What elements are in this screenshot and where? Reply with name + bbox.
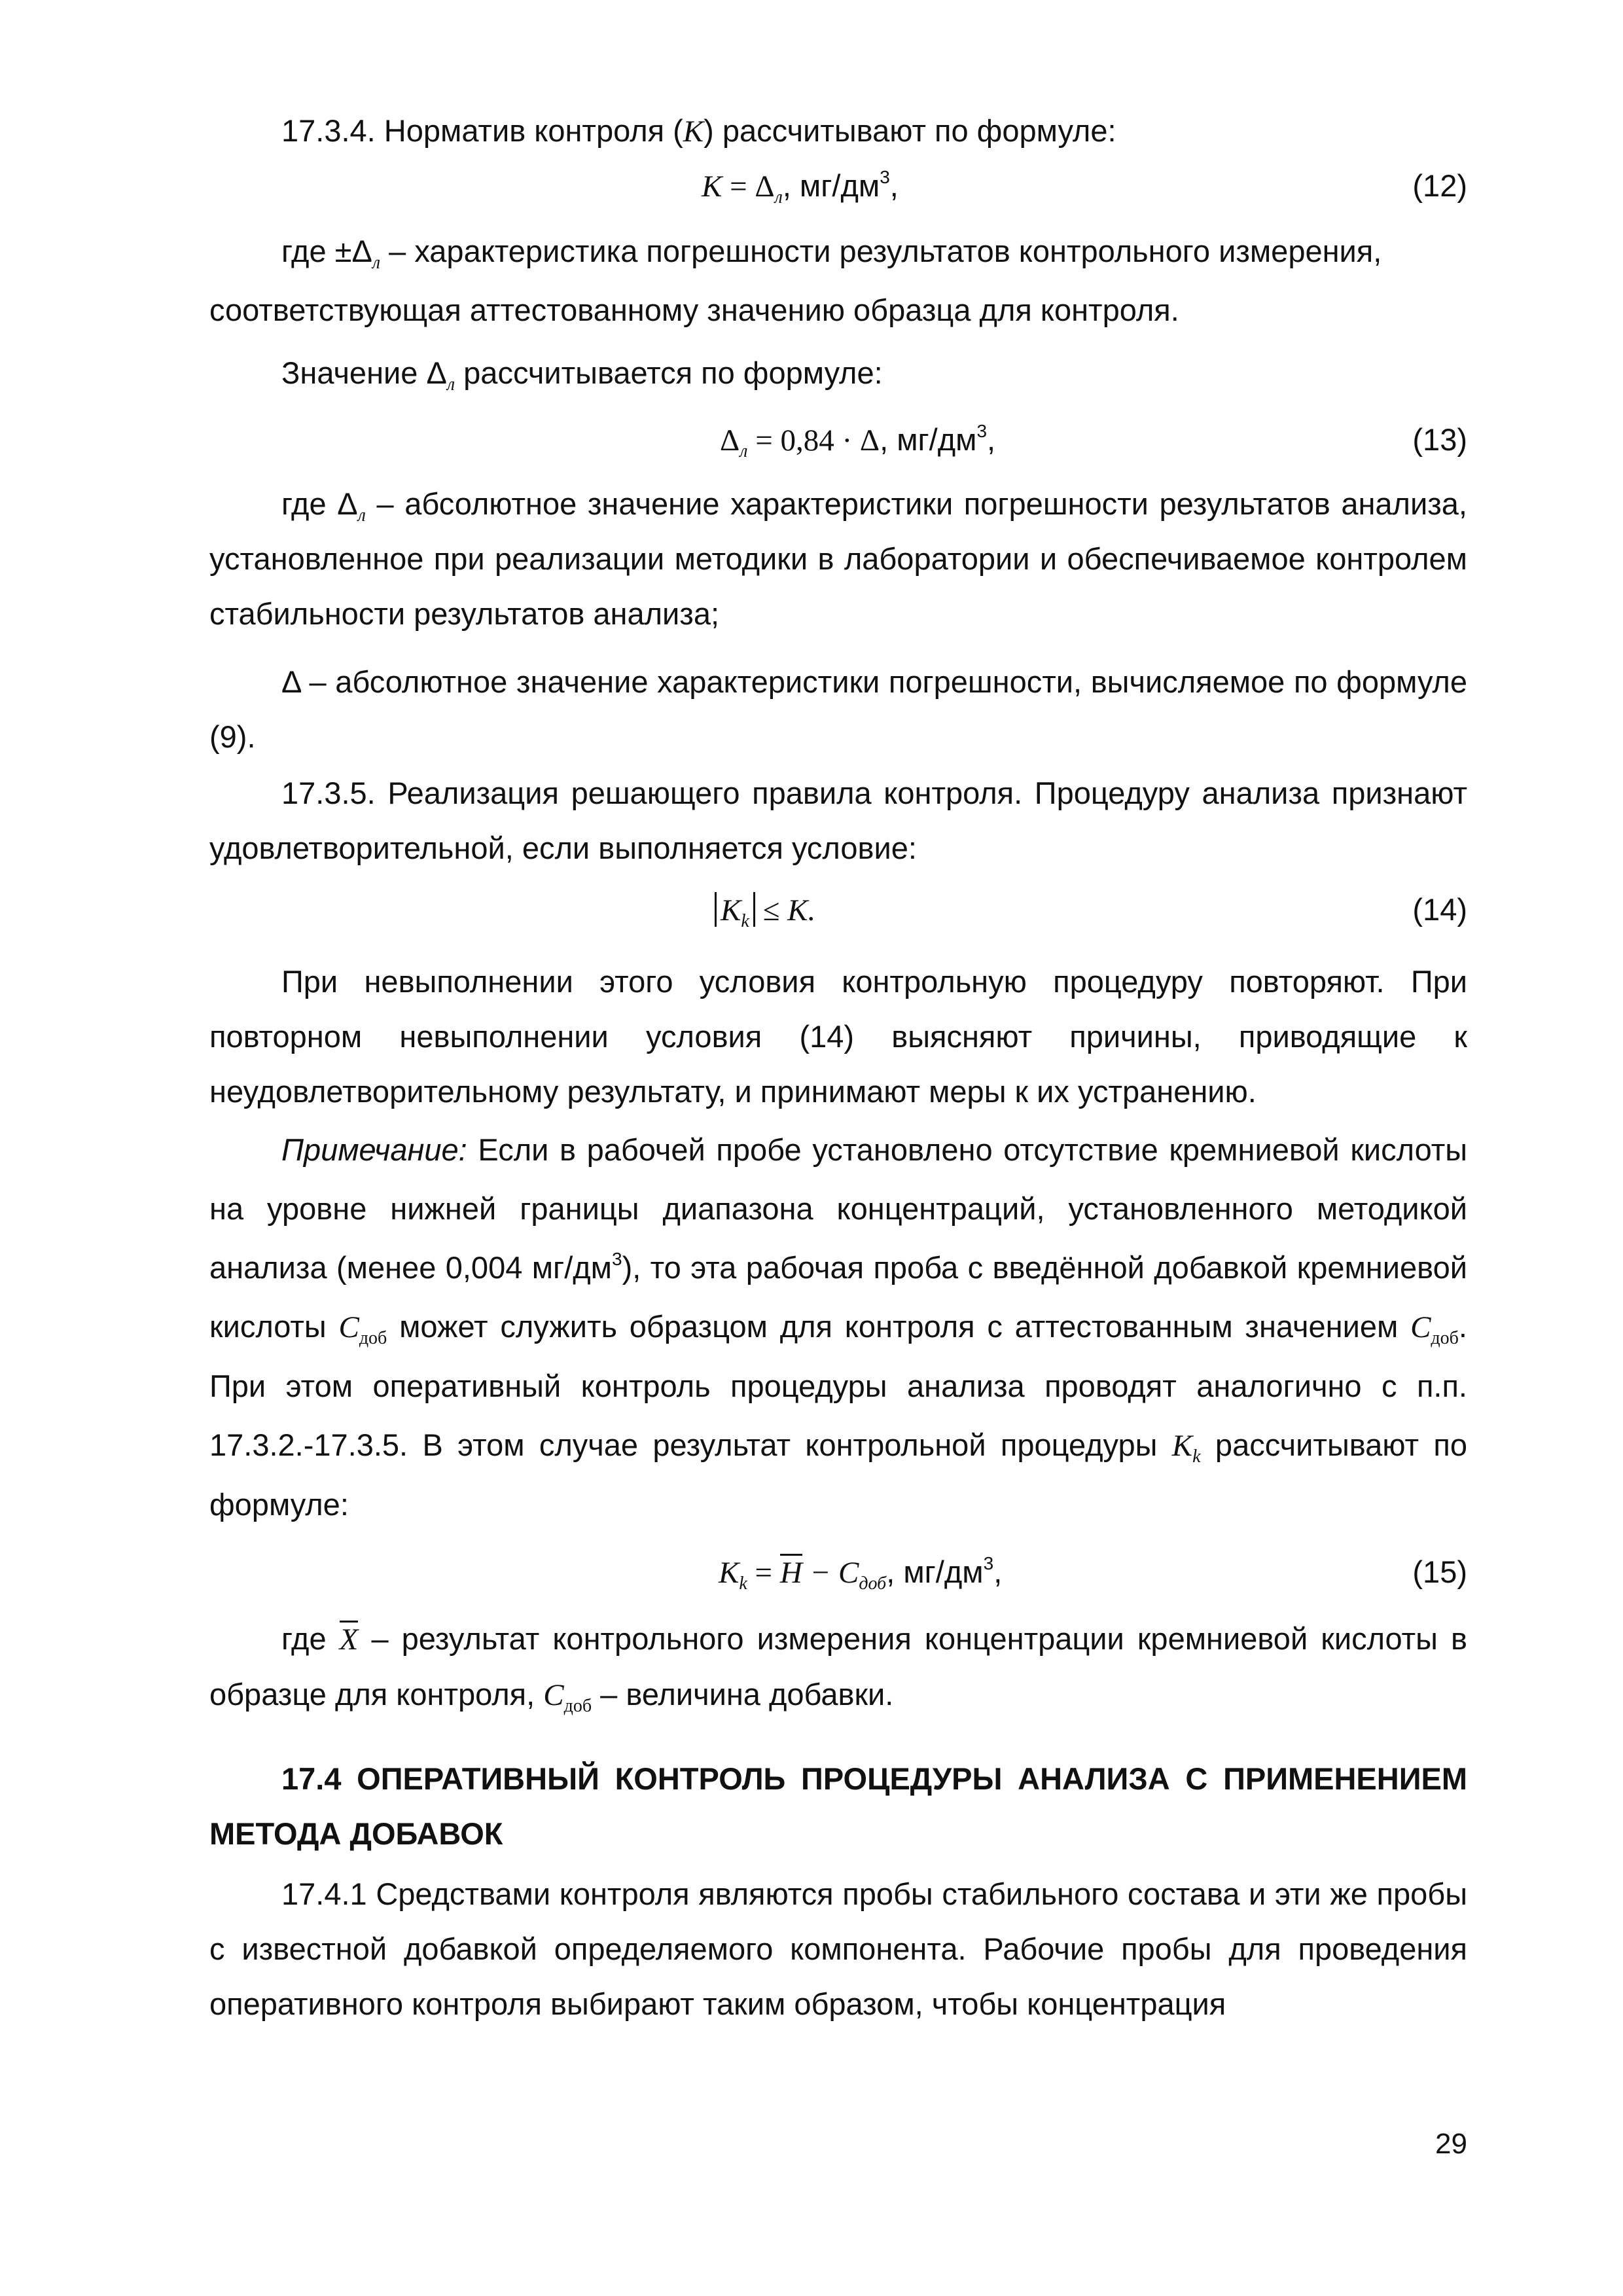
paragraph-17-3-4 (209, 103, 1467, 159)
paragraph-definition-x (209, 1611, 1467, 1723)
formula-number: (12) (1412, 168, 1467, 203)
text: Δ – абсолютное значение характеристики погрешности, вычисляемое по формуле (9). (209, 664, 1467, 754)
math-op: = 0,84 · Δ (747, 423, 880, 457)
note-label: Примечание: (281, 1132, 467, 1167)
formula-13 (209, 412, 1467, 467)
text: . При этом оперативный контроль процедуры анализа проводят аналогично с п.п. 17.3.2.-17.3.5. В этом случае результат контрольной процедуры (209, 1309, 1467, 1462)
text: При невыполнении этого условия контрольную процедуру повторяют. При повторном невыполнении условия (14) выясняют причины, приводящие к неудовлетворительному результату, и принимают меры к их устранению. (209, 964, 1467, 1109)
text: где Δ (281, 486, 358, 521)
math-var: C (338, 1310, 359, 1344)
punct: , (889, 168, 899, 203)
math-var: K (719, 1556, 740, 1590)
math-var: C (543, 1678, 564, 1712)
unit-sup: 3 (983, 1553, 994, 1573)
formula-15 (209, 1545, 1467, 1600)
unit-sup: 3 (976, 421, 988, 441)
text: 17.3.5. Реализация решающего правила контроля. Процедуру анализа признают удовлетворительной, если выполняется условие: (209, 776, 1467, 865)
page-number: 29 (1435, 2128, 1467, 2160)
text: – характеристика погрешности результатов контрольного измерения, (380, 234, 1382, 268)
punct: , (993, 1554, 1003, 1589)
paragraph-value (209, 346, 1467, 401)
section-heading-17-4 (209, 1751, 1467, 1861)
math-var: K (1171, 1429, 1193, 1463)
math-var: K (683, 115, 704, 149)
unit: , мг/дм (880, 422, 977, 457)
math-sub: л (774, 187, 783, 207)
paragraph-definition-delta (209, 224, 1467, 338)
paragraph-definition-delta-abs (209, 655, 1467, 764)
heading-text: 17.4 ОПЕРАТИВНЫЙ КОНТРОЛЬ ПРОЦЕДУРЫ АНАЛИЗА С ПРИМЕНЕНИЕМ МЕТОДА ДОБАВОК (209, 1761, 1467, 1851)
text: 17.4.1 Средствами контроля являются пробы стабильного состава и эти же пробы с известной добавкой определяемого компонента. Рабочие пробы для проведения оперативного контроля выбирают таким образом, чтобы концентрация (209, 1876, 1467, 2021)
formula-14 (209, 882, 1467, 937)
math-sub: доб (359, 1328, 387, 1348)
text: соответствующая аттестованному значению образца для контроля. (209, 293, 1179, 327)
text: Если в рабочей пробе установлено отсутствие кремниевой кислоты на уровне нижней границы диапазона концентраций, установленного методикой анализа (менее 0,004 мг/дм (209, 1132, 1467, 1285)
text: – результат контрольного измерения концентрации кремниевой кислоты в образце для контроля, (209, 1621, 1467, 1712)
math-var: K (702, 170, 722, 204)
unit: , мг/дм (782, 168, 880, 203)
text: рассчитывается по формуле: (455, 355, 883, 390)
unit-sup: 3 (880, 167, 890, 187)
paragraph-failure (209, 954, 1467, 1119)
math-op: Δ (720, 423, 740, 457)
math-sub: л (357, 505, 366, 526)
math-op: ≤ K. (755, 893, 816, 927)
math-op: − C (802, 1556, 859, 1590)
formula-number: (15) (1412, 1554, 1467, 1589)
paragraph-17-4-1 (209, 1867, 1467, 2032)
text: – величина добавки. (592, 1677, 894, 1712)
math-op: = Δ (722, 170, 775, 204)
math-sub: л (372, 253, 381, 273)
math-var: K (721, 893, 741, 927)
text: может служить образцом для контроля с аттестованным значением (387, 1309, 1411, 1344)
unit: , мг/дм (886, 1554, 984, 1589)
math-sub: k (741, 911, 749, 931)
paragraph-17-3-5 (209, 766, 1467, 876)
math-var: C (1410, 1310, 1431, 1344)
math-sub: доб (859, 1573, 887, 1594)
paragraph-definition-delta-l (209, 476, 1467, 641)
text: ), то эта рабочая проба с введённой добавкой кремниевой кислоты (209, 1250, 1467, 1344)
paragraph-note (209, 1121, 1467, 1534)
text: Значение Δ (281, 355, 447, 390)
math-sub: доб (563, 1696, 592, 1716)
formula-12 (209, 158, 1467, 213)
text: рассчитывают по формуле: (209, 1427, 1467, 1522)
math-var: X (340, 1621, 359, 1657)
formula-number: (13) (1412, 422, 1467, 457)
text: где ±Δ (281, 234, 372, 268)
math-op: = (747, 1556, 780, 1590)
math-sub: л (446, 374, 455, 395)
formula-number: (14) (1412, 892, 1467, 927)
text: где (281, 1621, 340, 1656)
math-var: H (780, 1554, 802, 1590)
text: – абсолютное значение характеристики погрешности результатов анализа, установленное при реализации методики в лаборатории и обеспечиваемое контролем стабильности результатов анализа; (209, 486, 1467, 631)
text: ) рассчитывают по формуле: (704, 113, 1116, 148)
text: 17.3.4. Норматив контроля ( (281, 113, 683, 148)
punct: , (987, 422, 996, 457)
math-sub: доб (1431, 1328, 1459, 1348)
unit-sup: 3 (612, 1249, 622, 1269)
math-sub: л (740, 441, 748, 461)
math-sub: k (739, 1573, 747, 1594)
math-sub: k (1192, 1446, 1201, 1467)
